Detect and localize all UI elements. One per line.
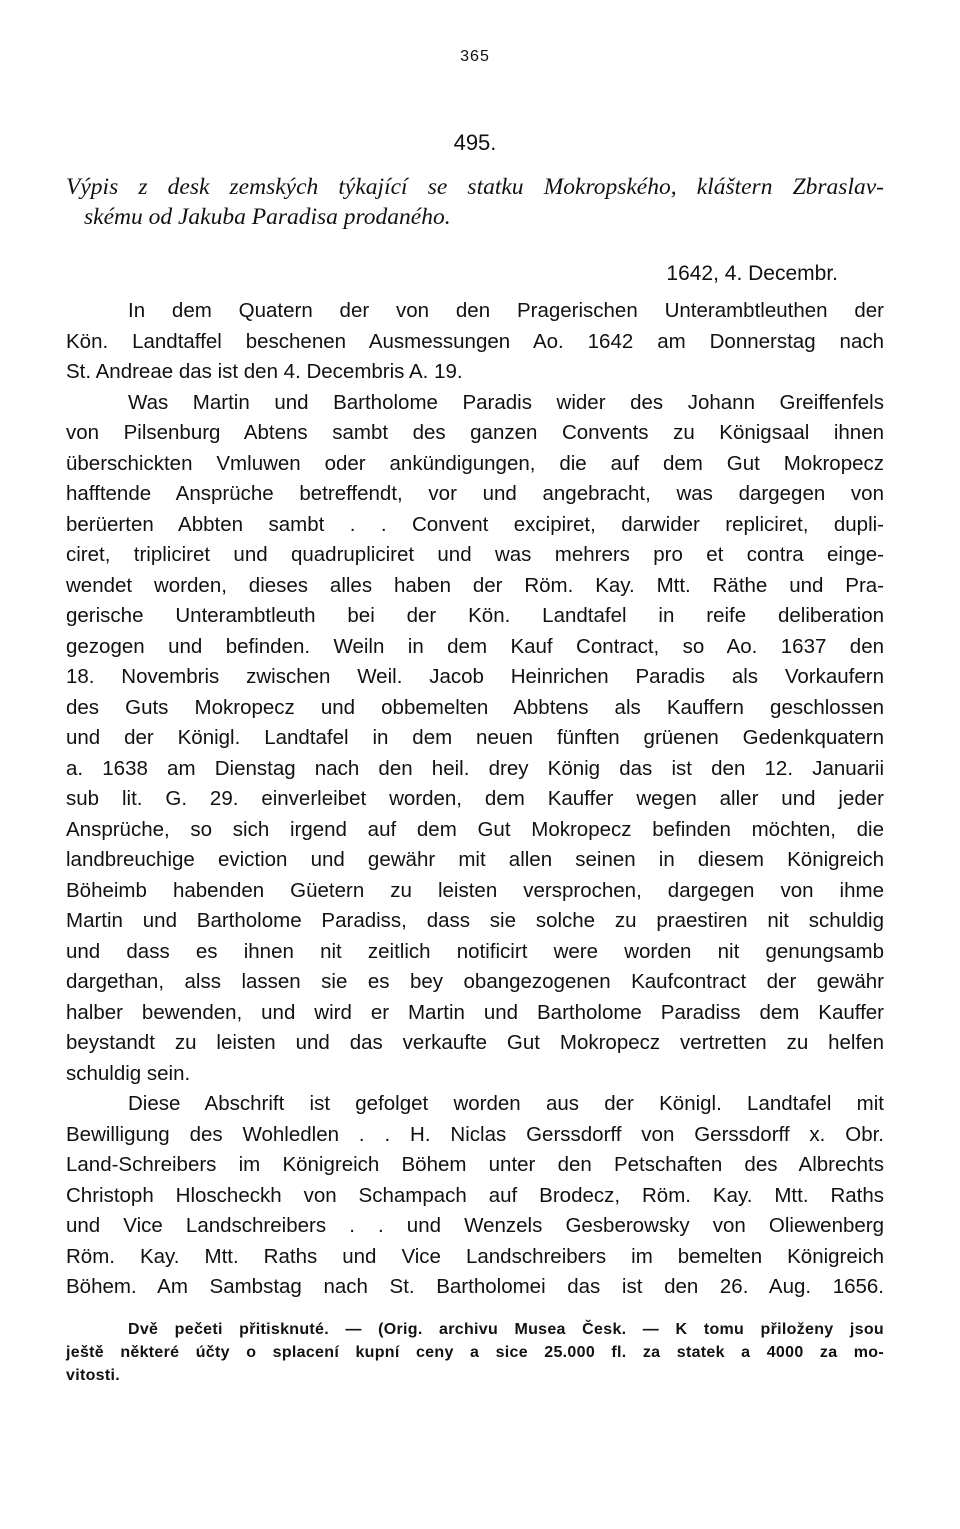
footnote-line: vitosti. [66, 1367, 120, 1384]
text-line: und dass es ihnen nit zeitlich notificirt were worden nit genungsamb [66, 939, 884, 963]
text-line: von Pilsenburg Abtens sambt des ganzen Convents zu Königsaal ihnen [66, 421, 884, 444]
text-line: des Guts Mokropecz und obbemelten Abbtens als Kauffern geschlossen [66, 695, 884, 719]
text-line: St. Andreae das ist den 4. Decembris A. 19. [66, 360, 463, 383]
text-line: Land-Schreibers im Königreich Böhem unter den Petschaften des Albrechts [66, 1153, 884, 1176]
text-line: Röm. Kay. Mtt. Raths und Vice Landschreibers im bemelten Königreich [66, 1244, 884, 1268]
title-line-1: Výpis z desk zemských týkající se statku Mokropského, kláštern Zbraslav- [66, 174, 884, 200]
text-line: sub lit. G. 29. einverleibet worden, dem Kauffer wegen aller und jeder [66, 787, 884, 810]
page-number: 365 [460, 48, 490, 65]
text-line: Bewilligung des Wohledlen . . H. Niclas Gerssdorff von Gerssdorff x. Obr. [66, 1122, 884, 1146]
paragraph-1 [66, 296, 884, 388]
text-line: Böheimb habenden Güetern zu leisten versprochen, dargegen von ihme [66, 878, 884, 902]
text-line: landbreuchige eviction und gewähr mit allen seinen in diesem Königreich [66, 848, 884, 871]
text-line: ciret, tripliciret und quadrupliciret und was mehrers pro et contra einge- [66, 543, 884, 566]
text-line: Ansprüche, so sich irgend auf dem Gut Mokropecz befinden möchten, die [66, 817, 884, 841]
text-line: und der Königl. Landtafel in dem neuen fünften grüenen Gedenkquatern [66, 726, 884, 749]
document-date: 1642, 4. Decembr. [666, 262, 838, 285]
footnote [66, 1318, 884, 1387]
text-line: In dem Quatern der von den Pragerischen Unterambtleuthen der [128, 299, 884, 322]
footnote-line: Dvě pečeti přitisknuté. — (Orig. archivu Musea Česk. — K tomu přiloženy jsou [128, 1321, 884, 1338]
text-line: Was Martin und Bartholome Paradis wider des Johann Greiffenfels [128, 390, 884, 414]
text-line: schuldig sein. [66, 1061, 191, 1085]
text-line: halber bewenden, und wird er Martin und Bartholome Paradiss dem Kauffer [66, 1000, 884, 1024]
text-line: gezogen und befinden. Weiln in dem Kauf Contract, so Ao. 1637 den [66, 634, 884, 658]
text-line: Martin und Bartholome Paradiss, dass sie solche zu praestiren nit schuldig [66, 909, 884, 932]
text-line: Böhem. Am Sambstag nach St. Bartholomei das ist den 26. Aug. 1656. [66, 1275, 884, 1298]
text-line: berüerten Abbten sambt . . Convent excipiret, darwider repliciret, dupli- [66, 512, 884, 536]
text-line: dargethan, alss lassen sie es bey obangezogenen Kaufcontract der gewähr [66, 970, 884, 993]
paragraph-2 [66, 388, 884, 1090]
text-line: beystandt zu leisten und das verkaufte Gut Mokropecz vertretten zu helfen [66, 1031, 884, 1054]
footnote-line: ještě některé účty o splacení kupní ceny a sice 25.000 fl. za statek a 4000 za mo- [66, 1344, 884, 1361]
text-line: Kön. Landtaffel beschenen Ausmessungen Ao. 1642 am Donnerstag nach [66, 329, 884, 353]
text-line: Diese Abschrift ist gefolget worden aus der Königl. Landtafel mit [128, 1092, 884, 1115]
text-line: 18. Novembris zwischen Weil. Jacob Heinrichen Paradis als Vorkaufern [66, 665, 884, 688]
text-line: Christoph Hloscheckh von Schampach auf Brodecz, Röm. Kay. Mtt. Raths [66, 1183, 884, 1207]
text-line: wendet worden, dieses alles haben der Röm. Kay. Mtt. Räthe und Pra- [66, 573, 884, 597]
text-line: a. 1638 am Dienstag nach den heil. drey König das ist den 12. Januarii [66, 756, 884, 780]
paragraph-3 [66, 1089, 884, 1303]
body-text [66, 296, 884, 1303]
title-line-2: skému od Jakuba Paradisa prodaného. [84, 204, 451, 230]
text-line: und Vice Landschreibers . . und Wenzels Gesberowsky von Oliewenberg [66, 1214, 884, 1237]
text-line: überschickten Vmluwen oder ankündigungen, die auf dem Gut Mokropecz [66, 451, 884, 475]
text-line: gerische Unterambtleuth bei der Kön. Landtafel in reife deliberation [66, 604, 884, 627]
document-title [66, 172, 884, 232]
document-number: 495. [453, 130, 497, 155]
text-line: hafftende Ansprüche betreffendt, vor und angebracht, was dargegen von [66, 482, 884, 505]
